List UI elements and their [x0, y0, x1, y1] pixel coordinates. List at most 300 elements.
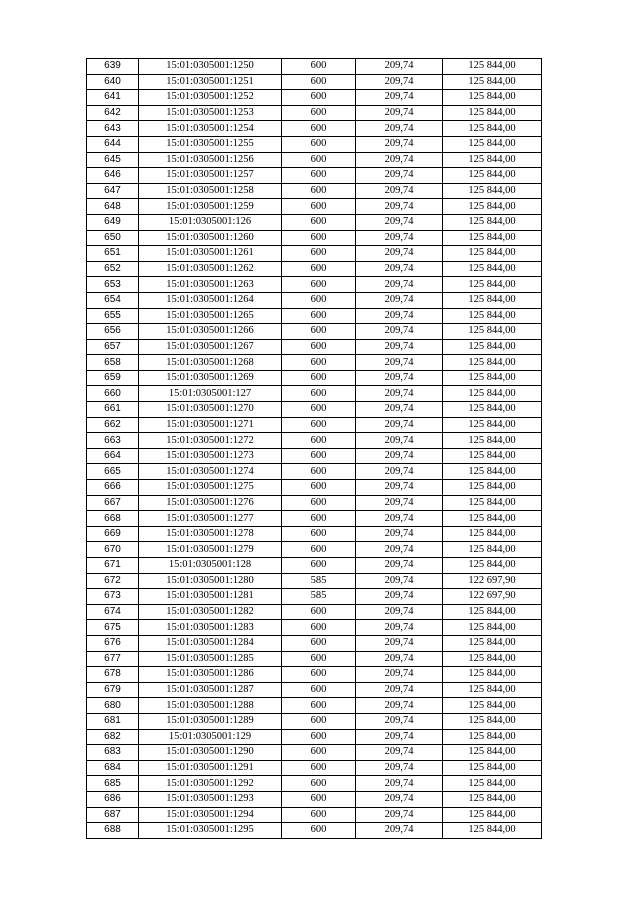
row-number-cell: 648: [87, 199, 139, 215]
total-value-cell: 125 844,00: [443, 760, 542, 776]
cadastral-number-cell: 15:01:0305001:1270: [139, 402, 282, 418]
area-cell: 600: [282, 152, 356, 168]
row-number-cell: 670: [87, 542, 139, 558]
cadastral-number-cell: 15:01:0305001:1278: [139, 526, 282, 542]
table-row: [87, 620, 542, 636]
table-row: [87, 542, 542, 558]
unit-price-cell: 209,74: [356, 823, 443, 839]
area-cell: 600: [282, 791, 356, 807]
table-row: [87, 589, 542, 605]
total-value-cell: 125 844,00: [443, 807, 542, 823]
table-row: [87, 277, 542, 293]
table-row: [87, 791, 542, 807]
area-cell: 600: [282, 121, 356, 137]
area-cell: 600: [282, 355, 356, 371]
row-number-cell: 680: [87, 698, 139, 714]
cadastral-number-cell: 15:01:0305001:1268: [139, 355, 282, 371]
area-cell: 600: [282, 199, 356, 215]
row-number-cell: 666: [87, 480, 139, 496]
row-number-cell: 672: [87, 573, 139, 589]
cadastral-number-cell: 15:01:0305001:1273: [139, 448, 282, 464]
table-row: [87, 573, 542, 589]
table-row: [87, 230, 542, 246]
area-cell: 600: [282, 339, 356, 355]
total-value-cell: 125 844,00: [443, 199, 542, 215]
total-value-cell: 125 844,00: [443, 448, 542, 464]
row-number-cell: 664: [87, 448, 139, 464]
cadastral-number-cell: 15:01:0305001:1275: [139, 480, 282, 496]
cadastral-number-cell: 15:01:0305001:1280: [139, 573, 282, 589]
row-number-cell: 639: [87, 59, 139, 75]
total-value-cell: 125 844,00: [443, 729, 542, 745]
cadastral-number-cell: 15:01:0305001:1286: [139, 667, 282, 683]
table-row: [87, 698, 542, 714]
row-number-cell: 685: [87, 776, 139, 792]
area-cell: 600: [282, 776, 356, 792]
unit-price-cell: 209,74: [356, 729, 443, 745]
total-value-cell: 122 697,90: [443, 573, 542, 589]
cadastral-number-cell: 15:01:0305001:1295: [139, 823, 282, 839]
unit-price-cell: 209,74: [356, 620, 443, 636]
area-cell: 600: [282, 308, 356, 324]
row-number-cell: 686: [87, 791, 139, 807]
row-number-cell: 669: [87, 526, 139, 542]
unit-price-cell: 209,74: [356, 542, 443, 558]
unit-price-cell: 209,74: [356, 651, 443, 667]
row-number-cell: 651: [87, 246, 139, 262]
row-number-cell: 642: [87, 105, 139, 121]
table-row: [87, 90, 542, 106]
unit-price-cell: 209,74: [356, 573, 443, 589]
unit-price-cell: 209,74: [356, 370, 443, 386]
row-number-cell: 679: [87, 682, 139, 698]
row-number-cell: 684: [87, 760, 139, 776]
table-row: [87, 776, 542, 792]
unit-price-cell: 209,74: [356, 152, 443, 168]
table-row: [87, 511, 542, 527]
total-value-cell: 125 844,00: [443, 230, 542, 246]
cadastral-number-cell: 15:01:0305001:1269: [139, 370, 282, 386]
area-cell: 600: [282, 417, 356, 433]
cadastral-number-cell: 15:01:0305001:1257: [139, 168, 282, 184]
table-row: [87, 214, 542, 230]
row-number-cell: 673: [87, 589, 139, 605]
cadastral-number-cell: 15:01:0305001:1289: [139, 713, 282, 729]
total-value-cell: 122 697,90: [443, 589, 542, 605]
row-number-cell: 652: [87, 261, 139, 277]
row-number-cell: 650: [87, 230, 139, 246]
area-cell: 600: [282, 480, 356, 496]
row-number-cell: 662: [87, 417, 139, 433]
area-cell: 600: [282, 74, 356, 90]
total-value-cell: 125 844,00: [443, 402, 542, 418]
land-parcel-table: [86, 58, 542, 839]
row-number-cell: 678: [87, 667, 139, 683]
cadastral-number-cell: 15:01:0305001:1293: [139, 791, 282, 807]
unit-price-cell: 209,74: [356, 713, 443, 729]
total-value-cell: 125 844,00: [443, 776, 542, 792]
cadastral-number-cell: 15:01:0305001:127: [139, 386, 282, 402]
row-number-cell: 655: [87, 308, 139, 324]
cadastral-number-cell: 15:01:0305001:128: [139, 558, 282, 574]
area-cell: 600: [282, 729, 356, 745]
row-number-cell: 688: [87, 823, 139, 839]
unit-price-cell: 209,74: [356, 292, 443, 308]
table-row: [87, 339, 542, 355]
table-row: [87, 105, 542, 121]
row-number-cell: 661: [87, 402, 139, 418]
cadastral-number-cell: 15:01:0305001:1291: [139, 760, 282, 776]
cadastral-number-cell: 15:01:0305001:1290: [139, 745, 282, 761]
cadastral-number-cell: 15:01:0305001:1262: [139, 261, 282, 277]
area-cell: 600: [282, 292, 356, 308]
total-value-cell: 125 844,00: [443, 698, 542, 714]
unit-price-cell: 209,74: [356, 480, 443, 496]
unit-price-cell: 209,74: [356, 277, 443, 293]
total-value-cell: 125 844,00: [443, 526, 542, 542]
total-value-cell: 125 844,00: [443, 433, 542, 449]
total-value-cell: 125 844,00: [443, 292, 542, 308]
row-number-cell: 681: [87, 713, 139, 729]
unit-price-cell: 209,74: [356, 355, 443, 371]
table-row: [87, 604, 542, 620]
unit-price-cell: 209,74: [356, 105, 443, 121]
table-row: [87, 136, 542, 152]
unit-price-cell: 209,74: [356, 230, 443, 246]
total-value-cell: 125 844,00: [443, 355, 542, 371]
table-row: [87, 59, 542, 75]
total-value-cell: 125 844,00: [443, 59, 542, 75]
table-row: [87, 745, 542, 761]
row-number-cell: 646: [87, 168, 139, 184]
unit-price-cell: 209,74: [356, 168, 443, 184]
total-value-cell: 125 844,00: [443, 604, 542, 620]
row-number-cell: 643: [87, 121, 139, 137]
total-value-cell: 125 844,00: [443, 74, 542, 90]
area-cell: 600: [282, 277, 356, 293]
cadastral-number-cell: 15:01:0305001:1282: [139, 604, 282, 620]
cadastral-number-cell: 15:01:0305001:1250: [139, 59, 282, 75]
total-value-cell: 125 844,00: [443, 464, 542, 480]
total-value-cell: 125 844,00: [443, 324, 542, 340]
area-cell: 600: [282, 807, 356, 823]
cadastral-number-cell: 15:01:0305001:1276: [139, 495, 282, 511]
row-number-cell: 683: [87, 745, 139, 761]
cadastral-number-cell: 15:01:0305001:1260: [139, 230, 282, 246]
table-row: [87, 370, 542, 386]
total-value-cell: 125 844,00: [443, 246, 542, 262]
table-row: [87, 183, 542, 199]
unit-price-cell: 209,74: [356, 90, 443, 106]
unit-price-cell: 209,74: [356, 199, 443, 215]
cadastral-number-cell: 15:01:0305001:1264: [139, 292, 282, 308]
row-number-cell: 647: [87, 183, 139, 199]
unit-price-cell: 209,74: [356, 402, 443, 418]
area-cell: 600: [282, 261, 356, 277]
unit-price-cell: 209,74: [356, 760, 443, 776]
unit-price-cell: 209,74: [356, 448, 443, 464]
table-row: [87, 152, 542, 168]
table-row: [87, 729, 542, 745]
table-row: [87, 355, 542, 371]
total-value-cell: 125 844,00: [443, 168, 542, 184]
row-number-cell: 665: [87, 464, 139, 480]
total-value-cell: 125 844,00: [443, 745, 542, 761]
cadastral-number-cell: 15:01:0305001:1259: [139, 199, 282, 215]
unit-price-cell: 209,74: [356, 339, 443, 355]
cadastral-number-cell: 15:01:0305001:1271: [139, 417, 282, 433]
row-number-cell: 649: [87, 214, 139, 230]
table-row: [87, 635, 542, 651]
cadastral-number-cell: 15:01:0305001:1255: [139, 136, 282, 152]
row-number-cell: 654: [87, 292, 139, 308]
cadastral-number-cell: 15:01:0305001:1251: [139, 74, 282, 90]
area-cell: 585: [282, 573, 356, 589]
total-value-cell: 125 844,00: [443, 90, 542, 106]
table-row: [87, 246, 542, 262]
total-value-cell: 125 844,00: [443, 511, 542, 527]
total-value-cell: 125 844,00: [443, 558, 542, 574]
table-row: [87, 168, 542, 184]
unit-price-cell: 209,74: [356, 464, 443, 480]
total-value-cell: 125 844,00: [443, 791, 542, 807]
cadastral-number-cell: 15:01:0305001:1294: [139, 807, 282, 823]
unit-price-cell: 209,74: [356, 558, 443, 574]
table-row: [87, 760, 542, 776]
table-row: [87, 464, 542, 480]
area-cell: 600: [282, 635, 356, 651]
total-value-cell: 125 844,00: [443, 183, 542, 199]
total-value-cell: 125 844,00: [443, 386, 542, 402]
total-value-cell: 125 844,00: [443, 339, 542, 355]
total-value-cell: 125 844,00: [443, 620, 542, 636]
unit-price-cell: 209,74: [356, 246, 443, 262]
row-number-cell: 687: [87, 807, 139, 823]
unit-price-cell: 209,74: [356, 308, 443, 324]
row-number-cell: 641: [87, 90, 139, 106]
cadastral-number-cell: 15:01:0305001:1253: [139, 105, 282, 121]
area-cell: 600: [282, 433, 356, 449]
unit-price-cell: 209,74: [356, 589, 443, 605]
area-cell: 600: [282, 402, 356, 418]
total-value-cell: 125 844,00: [443, 370, 542, 386]
total-value-cell: 125 844,00: [443, 277, 542, 293]
table-row: [87, 324, 542, 340]
total-value-cell: 125 844,00: [443, 495, 542, 511]
cadastral-number-cell: 15:01:0305001:1283: [139, 620, 282, 636]
unit-price-cell: 209,74: [356, 495, 443, 511]
row-number-cell: 676: [87, 635, 139, 651]
area-cell: 600: [282, 59, 356, 75]
unit-price-cell: 209,74: [356, 698, 443, 714]
row-number-cell: 657: [87, 339, 139, 355]
table-row: [87, 651, 542, 667]
area-cell: 600: [282, 682, 356, 698]
row-number-cell: 674: [87, 604, 139, 620]
row-number-cell: 645: [87, 152, 139, 168]
total-value-cell: 125 844,00: [443, 667, 542, 683]
table-row: [87, 823, 542, 839]
total-value-cell: 125 844,00: [443, 651, 542, 667]
area-cell: 600: [282, 214, 356, 230]
row-number-cell: 675: [87, 620, 139, 636]
unit-price-cell: 209,74: [356, 433, 443, 449]
area-cell: 600: [282, 651, 356, 667]
total-value-cell: 125 844,00: [443, 713, 542, 729]
area-cell: 600: [282, 105, 356, 121]
cadastral-number-cell: 15:01:0305001:1254: [139, 121, 282, 137]
total-value-cell: 125 844,00: [443, 214, 542, 230]
area-cell: 600: [282, 542, 356, 558]
cadastral-number-cell: 15:01:0305001:129: [139, 729, 282, 745]
row-number-cell: 668: [87, 511, 139, 527]
area-cell: 600: [282, 558, 356, 574]
area-cell: 600: [282, 526, 356, 542]
cadastral-number-cell: 15:01:0305001:1252: [139, 90, 282, 106]
unit-price-cell: 209,74: [356, 136, 443, 152]
cadastral-number-cell: 15:01:0305001:126: [139, 214, 282, 230]
unit-price-cell: 209,74: [356, 791, 443, 807]
total-value-cell: 125 844,00: [443, 261, 542, 277]
area-cell: 600: [282, 713, 356, 729]
table-row: [87, 682, 542, 698]
unit-price-cell: 209,74: [356, 59, 443, 75]
unit-price-cell: 209,74: [356, 526, 443, 542]
total-value-cell: 125 844,00: [443, 308, 542, 324]
area-cell: 600: [282, 136, 356, 152]
total-value-cell: 125 844,00: [443, 105, 542, 121]
unit-price-cell: 209,74: [356, 324, 443, 340]
cadastral-number-cell: 15:01:0305001:1266: [139, 324, 282, 340]
table-row: [87, 667, 542, 683]
table-row: [87, 292, 542, 308]
row-number-cell: 644: [87, 136, 139, 152]
row-number-cell: 667: [87, 495, 139, 511]
cadastral-number-cell: 15:01:0305001:1284: [139, 635, 282, 651]
unit-price-cell: 209,74: [356, 261, 443, 277]
unit-price-cell: 209,74: [356, 635, 443, 651]
cadastral-number-cell: 15:01:0305001:1287: [139, 682, 282, 698]
cadastral-number-cell: 15:01:0305001:1263: [139, 277, 282, 293]
total-value-cell: 125 844,00: [443, 480, 542, 496]
cadastral-number-cell: 15:01:0305001:1274: [139, 464, 282, 480]
area-cell: 600: [282, 667, 356, 683]
table-row: [87, 495, 542, 511]
area-cell: 600: [282, 511, 356, 527]
cadastral-number-cell: 15:01:0305001:1292: [139, 776, 282, 792]
cadastral-number-cell: 15:01:0305001:1261: [139, 246, 282, 262]
table-body: [87, 59, 542, 839]
area-cell: 600: [282, 168, 356, 184]
cadastral-number-cell: 15:01:0305001:1285: [139, 651, 282, 667]
row-number-cell: 640: [87, 74, 139, 90]
unit-price-cell: 209,74: [356, 386, 443, 402]
unit-price-cell: 209,74: [356, 214, 443, 230]
area-cell: 600: [282, 90, 356, 106]
area-cell: 600: [282, 448, 356, 464]
cadastral-number-cell: 15:01:0305001:1258: [139, 183, 282, 199]
unit-price-cell: 209,74: [356, 183, 443, 199]
unit-price-cell: 209,74: [356, 417, 443, 433]
unit-price-cell: 209,74: [356, 776, 443, 792]
row-number-cell: 653: [87, 277, 139, 293]
area-cell: 600: [282, 604, 356, 620]
cadastral-number-cell: 15:01:0305001:1265: [139, 308, 282, 324]
total-value-cell: 125 844,00: [443, 136, 542, 152]
row-number-cell: 671: [87, 558, 139, 574]
total-value-cell: 125 844,00: [443, 542, 542, 558]
area-cell: 600: [282, 370, 356, 386]
area-cell: 600: [282, 464, 356, 480]
total-value-cell: 125 844,00: [443, 417, 542, 433]
total-value-cell: 125 844,00: [443, 635, 542, 651]
cadastral-number-cell: 15:01:0305001:1277: [139, 511, 282, 527]
row-number-cell: 677: [87, 651, 139, 667]
table-row: [87, 807, 542, 823]
unit-price-cell: 209,74: [356, 667, 443, 683]
total-value-cell: 125 844,00: [443, 823, 542, 839]
table-row: [87, 526, 542, 542]
table-row: [87, 480, 542, 496]
total-value-cell: 125 844,00: [443, 152, 542, 168]
area-cell: 600: [282, 230, 356, 246]
row-number-cell: 659: [87, 370, 139, 386]
table-row: [87, 121, 542, 137]
table-row: [87, 558, 542, 574]
cadastral-number-cell: 15:01:0305001:1272: [139, 433, 282, 449]
row-number-cell: 663: [87, 433, 139, 449]
total-value-cell: 125 844,00: [443, 682, 542, 698]
area-cell: 600: [282, 386, 356, 402]
cadastral-number-cell: 15:01:0305001:1288: [139, 698, 282, 714]
unit-price-cell: 209,74: [356, 511, 443, 527]
unit-price-cell: 209,74: [356, 745, 443, 761]
row-number-cell: 658: [87, 355, 139, 371]
table-row: [87, 713, 542, 729]
area-cell: 600: [282, 620, 356, 636]
area-cell: 600: [282, 246, 356, 262]
total-value-cell: 125 844,00: [443, 121, 542, 137]
area-cell: 600: [282, 324, 356, 340]
table-row: [87, 261, 542, 277]
row-number-cell: 682: [87, 729, 139, 745]
area-cell: 600: [282, 760, 356, 776]
table-row: [87, 402, 542, 418]
unit-price-cell: 209,74: [356, 682, 443, 698]
cadastral-number-cell: 15:01:0305001:1281: [139, 589, 282, 605]
cadastral-number-cell: 15:01:0305001:1267: [139, 339, 282, 355]
row-number-cell: 660: [87, 386, 139, 402]
cadastral-number-cell: 15:01:0305001:1279: [139, 542, 282, 558]
area-cell: 600: [282, 745, 356, 761]
cadastral-number-cell: 15:01:0305001:1256: [139, 152, 282, 168]
table-row: [87, 199, 542, 215]
unit-price-cell: 209,74: [356, 604, 443, 620]
table-row: [87, 386, 542, 402]
table-row: [87, 308, 542, 324]
table-row: [87, 417, 542, 433]
area-cell: 585: [282, 589, 356, 605]
area-cell: 600: [282, 823, 356, 839]
area-cell: 600: [282, 698, 356, 714]
row-number-cell: 656: [87, 324, 139, 340]
unit-price-cell: 209,74: [356, 807, 443, 823]
table-row: [87, 448, 542, 464]
area-cell: 600: [282, 495, 356, 511]
unit-price-cell: 209,74: [356, 121, 443, 137]
table-row: [87, 433, 542, 449]
unit-price-cell: 209,74: [356, 74, 443, 90]
